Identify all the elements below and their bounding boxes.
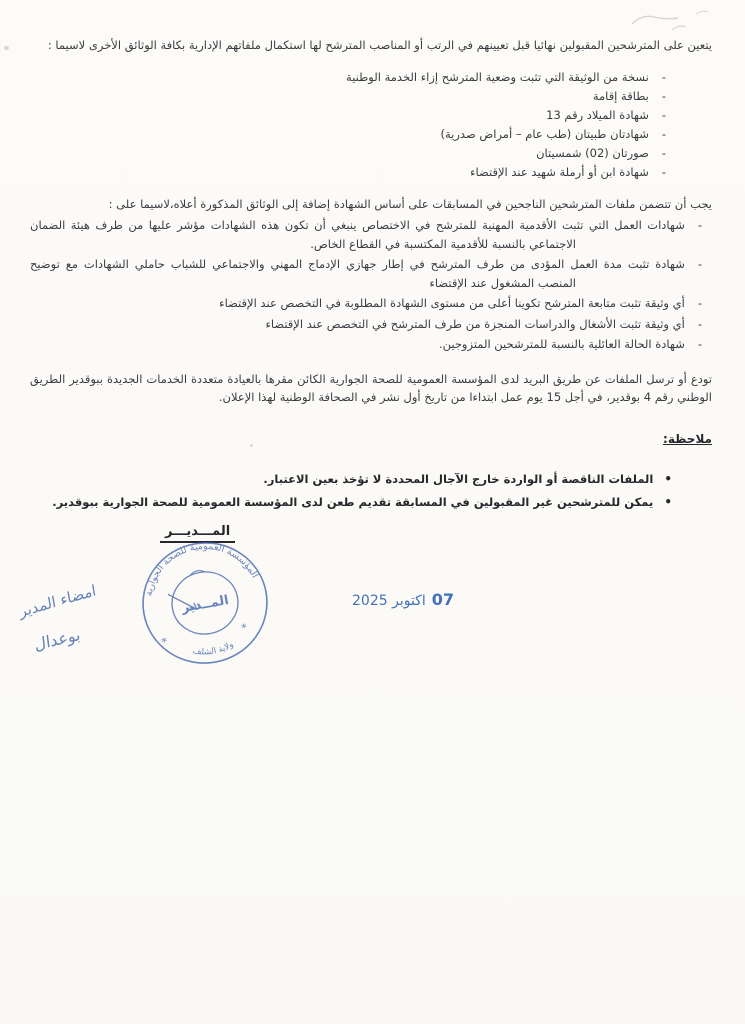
stamp-center-text: المــدير xyxy=(180,592,230,616)
list-item: - شهادة الحالة العائلية بالنسبة للمترشحين المتزوجين. xyxy=(30,335,702,354)
list-item: - أي وثيقة تثبت الأشغال والدراسات المنجزة من طرف المترشح في التخصص عند الإقتضاء xyxy=(30,315,702,334)
note-heading: ملاحظة: xyxy=(663,431,712,446)
submission-paragraph: تودع أو ترسل الملفات عن طريق البريد لدى المؤسسة العمومية للصحة الجوارية الكائن مقرها بالعيادة متعددة الخدمات الجديدة ببوقدير الطريق الوطني رقم 4 بوقدير، في أجل 15 يوم عمل ابتداءا من تاريخ أول نشر في الصحافة الوطنية لهذا الإعلان. xyxy=(30,371,712,404)
svg-text:ولاية الشلف xyxy=(190,639,236,660)
list-item: • الملفات الناقصة أو الواردة خارج الآجال المحددة لا تؤخذ بعين الاعتبار. xyxy=(30,470,672,489)
svg-text:المؤسسة العمومية للصحة الجواري xyxy=(136,536,261,599)
list-item: - شهادة ابن أو أرملة شهيد عند الإقتضاء xyxy=(30,163,666,181)
director-title: المـــديـــر xyxy=(160,524,235,543)
additional-documents-list xyxy=(30,216,712,354)
date-stamp-day: 07 xyxy=(431,590,454,609)
list-item: - شهادات العمل التي تثبت الأقدمية المهنية للمترشح في الاختصاص ينبغي أن تكون هذه الشهادات مؤشر عليها من طرف هيئة الضمان الاجتماعي بالنسبة للأقدمية المكتسبة في القطاع الخاص. xyxy=(30,216,702,253)
notes-list xyxy=(30,470,712,512)
stamp-bottom-text: ولاية الشلف xyxy=(192,639,236,658)
list-item: • يمكن للمترشحين غير المقبولين في المسابقة تقديم طعن لدى المؤسسة العمومية للصحة الجوارية ببوقدير. xyxy=(30,493,672,512)
required-documents-list xyxy=(30,68,712,181)
intro-paragraph: يتعين على المترشحين المقبولين نهائيا قبل تعيينهم في الرتب أو المناصب المترشح لها استكمال ملفاتهم الإدارية بكافة الوثائق الأخرى لاسيما : xyxy=(47,38,712,52)
stamp-ring-text: المؤسسة العمومية للصحة الجوارية xyxy=(143,540,261,597)
stamp-star-left: * xyxy=(160,635,169,650)
list-item: - صورتان (02) شمسيتان xyxy=(30,144,666,162)
list-item: - أي وثيقة تثبت متابعة المترشح تكوينا أعلى من مستوى الشهادة المطلوبة في التخصص عند الإقتضاء xyxy=(30,294,702,313)
date-stamp-month-year: اكتوبر 2025 xyxy=(352,593,426,609)
list-item: - شهادتان طبيتان (طب عام – أمراض صدرية) xyxy=(30,125,666,143)
stamp-star-right: * xyxy=(240,621,249,635)
handwritten-signature-line2: بوعدال xyxy=(33,624,82,655)
successful-candidates-paragraph: يجب أن تتضمن ملفات المترشحين الناجحين في المسابقات على أساس الشهادة إضافة إلى الوثائق المذكورة أعلاه،لاسيما على : xyxy=(108,197,712,211)
list-item: - شهادة الميلاد رقم 13 xyxy=(30,106,666,124)
date-stamp xyxy=(352,590,454,609)
handwritten-signature-line1: امضاء المدير xyxy=(17,581,98,621)
list-item: - شهادة تثبت مدة العمل المؤدى من طرف المترشح في إطار جهازي الإدماج المهني والاجتماعي للشباب حاملي الشهادات مع توضيح المنصب المشغول عند الإقتضاء xyxy=(30,255,702,292)
list-item: - نسخة من الوثيقة التي تثبت وضعية المترشح إزاء الخدمة الوطنية xyxy=(30,68,666,86)
list-item: - بطاقة إقامة xyxy=(30,87,666,105)
director-round-stamp xyxy=(136,536,274,670)
